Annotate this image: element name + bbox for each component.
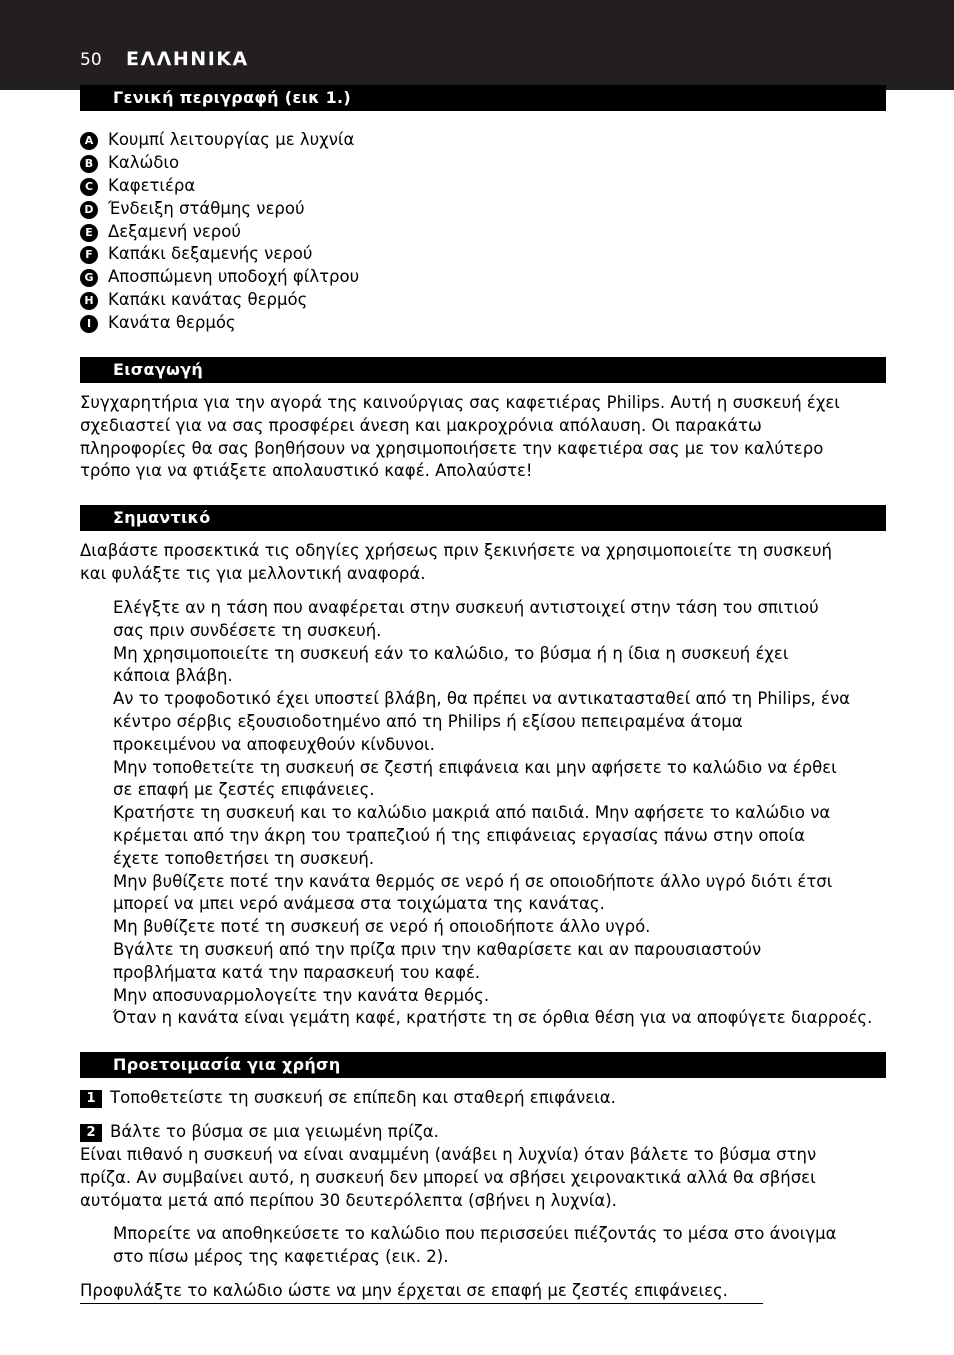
- text-line: Αν το τροφοδοτικό έχει υποστεί βλάβη, θα πρέπει να αντικατασταθεί από τη Philips, ένα: [113, 689, 851, 709]
- list-item: [80, 312, 236, 335]
- text-line: Ελέγξτε αν η τάση που αναφέρεται στην συσκευή αντιστοιχεί στην τάση του σπιτιού: [113, 598, 819, 617]
- divider: [80, 1303, 763, 1304]
- text-line: Όταν η κανάτα είναι γεμάτη καφέ, κρατήστε τη σε όρθια θέση για να αποφύγετε διαρροές.: [113, 1008, 873, 1028]
- list-item-label: Κουμπί λειτουργίας με λυχνία: [108, 130, 355, 149]
- list-item-label: Καπάκι κανάτας θερμός: [108, 290, 308, 309]
- text-line: πληροφορίες θα σας βοηθήσουν να χρησιμοποιήσετε την καφετιέρα σας με τον καλύτερο: [80, 438, 824, 458]
- text-line: Συγχαρητήρια για την αγορά της καινούργιας σας καφετιέρας Philips. Αυτή η συσκευή έχει: [80, 393, 840, 412]
- text-line: Μην αποσυναρμολογείτε την κανάτα θερμός.: [113, 985, 490, 1005]
- text-line: Είναι πιθανό η συσκευή να είναι αναμμένη (ανάβει η λυχνία) όταν βάλετε το βύσμα στην: [80, 1145, 817, 1164]
- badge-f: F: [80, 246, 98, 264]
- cord-warning: [80, 1280, 890, 1303]
- badge-d: D: [80, 201, 98, 219]
- badge-g: G: [80, 269, 98, 287]
- text-line: σχεδιαστεί για να σας προσφέρει άνεση και μακροχρόνια απόλαυση. Οι παρακάτω: [80, 415, 762, 435]
- list-item-label: Καλώδιο: [108, 153, 180, 172]
- section-heading-general: Γενική περιγραφή (εικ 1.): [80, 85, 886, 111]
- text-line: κέντρο σέρβις εξουσιοδοτημένο από τη Philips ή εξίσου πεπειραμένα άτομα: [113, 711, 743, 731]
- list-item-label: Κανάτα θερμός: [108, 313, 236, 332]
- list-item: [80, 221, 241, 244]
- page-header: [0, 0, 954, 90]
- badge-c: C: [80, 178, 98, 196]
- text-line: σας πριν συνδέσετε τη συσκευή.: [113, 620, 382, 640]
- list-item-label: Καφετιέρα: [108, 176, 196, 195]
- text-line: έχετε τοποθετήσει τη συσκευή.: [113, 848, 375, 868]
- page-number: 50: [80, 50, 102, 70]
- list-item: [80, 266, 359, 289]
- text-line: Διαβάστε προσεκτικά τις οδηγίες χρήσεως πριν ξεκινήσετε να χρησιμοποιείτε τη συσκευή: [80, 541, 832, 560]
- list-item: [80, 152, 179, 175]
- step-text: Τοποθετείστε τη συσκευή σε επίπεδη και σταθερή επιφάνεια.: [110, 1088, 616, 1107]
- text-line: μπορεί να μπει νερό ανάμεσα στα τοιχώματα της κανάτας.: [113, 894, 605, 914]
- important-intro: [80, 540, 890, 586]
- list-item: [80, 243, 312, 266]
- step-number: 1: [80, 1090, 102, 1108]
- list-item-label: Αποσπώμενη υποδοχή φίλτρου: [108, 267, 360, 286]
- text-line: κρέμεται από την άκρη του τραπεζιού ή της επιφάνειας εργασίας πάνω στην οποία: [113, 825, 805, 845]
- language-title: ΕΛΛΗΝΙΚΑ: [126, 48, 249, 70]
- list-item: [80, 129, 354, 152]
- text-line: σε επαφή με ζεστές επιφάνειες.: [113, 780, 375, 800]
- badge-a: A: [80, 132, 98, 150]
- step-text: Βάλτε το βύσμα σε μια γειωμένη πρίζα.: [110, 1122, 439, 1141]
- section-heading-important: Σημαντικό: [80, 505, 886, 531]
- step-2-details: [80, 1144, 890, 1212]
- list-item-label: Ένδειξη στάθμης νερού: [108, 199, 305, 218]
- text-line: Κρατήστε τη συσκευή και το καλώδιο μακριά από παιδιά. Μην αφήσετε το καλώδιο να: [113, 803, 831, 823]
- text-line: προκειμένου να αποφευχθούν κίνδυνοι.: [113, 734, 435, 754]
- text-line: Προφυλάξτε το καλώδιο ώστε να μην έρχεται σε επαφή με ζεστές επιφάνειες.: [80, 1281, 728, 1300]
- step-1: [80, 1087, 616, 1110]
- text-line: αυτόματα μετά από περίπου 30 δευτερόλεπτα (σβήνει η λυχνία).: [80, 1190, 617, 1210]
- cord-storage-note: [113, 1223, 893, 1269]
- text-line: Μην βυθίζετε ποτέ την κανάτα θερμός σε νερό ή σε οποιοδήποτε άλλο υγρό διότι έτσι: [113, 871, 833, 891]
- list-item: [80, 198, 305, 221]
- list-item: [80, 289, 307, 312]
- text-line: κάποια βλάβη.: [113, 666, 233, 686]
- text-line: Μπορείτε να αποθηκεύσετε το καλώδιο που περισσεύει πιέζοντάς το μέσα στο άνοιγμα: [113, 1224, 837, 1243]
- text-line: Βγάλτε τη συσκευή από την πρίζα πριν την καθαρίσετε και αν παρουσιαστούν: [113, 939, 762, 959]
- text-line: στο πίσω μέρος της καφετιέρας (εικ. 2).: [113, 1246, 449, 1266]
- section-heading-preparation: Προετοιμασία για χρήση: [80, 1052, 886, 1078]
- intro-paragraph: [80, 392, 890, 483]
- badge-e: E: [80, 224, 98, 242]
- list-item: [80, 175, 195, 198]
- text-line: και φυλάξτε τις για μελλοντική αναφορά.: [80, 563, 426, 583]
- text-line: Μη βυθίζετε ποτέ τη συσκευή σε νερό ή οποιοδήποτε άλλο υγρό.: [113, 917, 651, 937]
- badge-h: H: [80, 292, 98, 310]
- text-line: προβλήματα κατά την παρασκευή του καφέ.: [113, 962, 481, 982]
- badge-i: I: [80, 315, 98, 333]
- step-number: 2: [80, 1124, 102, 1142]
- badge-b: B: [80, 155, 98, 173]
- important-warnings: [113, 597, 893, 1030]
- text-line: πρίζα. Αν συμβαίνει αυτό, η συσκευή δεν μπορεί να σβήσει χειρονακτικά αλλά θα σβήσει: [80, 1167, 816, 1187]
- step-2: [80, 1121, 439, 1144]
- list-item-label: Δεξαμενή νερού: [108, 222, 241, 241]
- text-line: Μη χρησιμοποιείτε τη συσκευή εάν το καλώδιο, το βύσμα ή η ίδια η συσκευή έχει: [113, 643, 789, 663]
- text-line: Μην τοποθετείτε τη συσκευή σε ζεστή επιφάνεια και μην αφήσετε το καλώδιο να έρθει: [113, 757, 837, 777]
- section-heading-intro: Εισαγωγή: [80, 357, 886, 383]
- text-line: τρόπο για να φτιάξετε απολαυστικό καφέ. Απολαύστε!: [80, 461, 533, 481]
- list-item-label: Καπάκι δεξαμενής νερού: [108, 244, 313, 263]
